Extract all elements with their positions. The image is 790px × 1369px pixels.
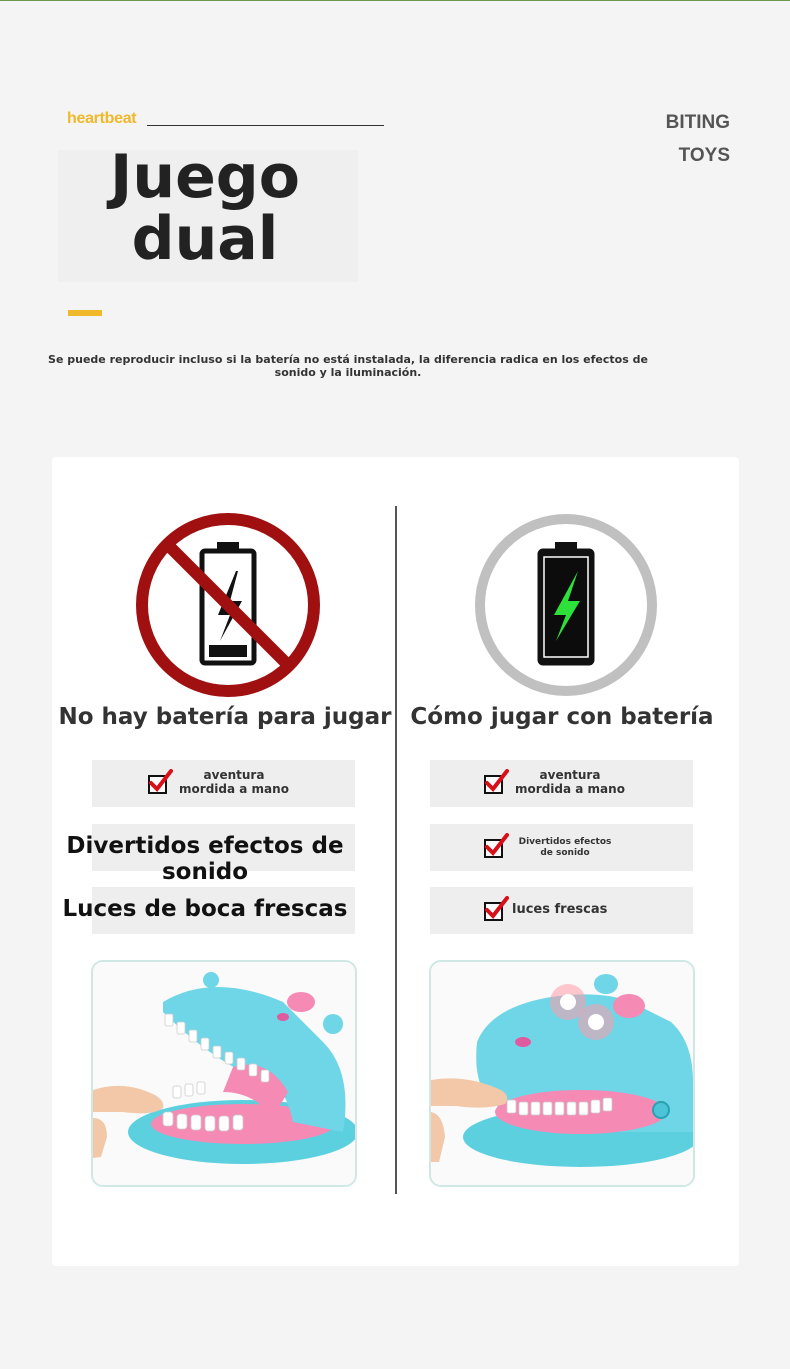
category-tag-line2: TOYS [678, 145, 730, 166]
title-line2: dual [131, 204, 279, 274]
feature-line1: Divertidos efectos [518, 837, 612, 847]
page-subtitle: Se puede reproducir incluso si la batería no está instalada, la diferencia radica en los efectos de sonido y la iluminación. [48, 353, 648, 379]
feature-line1: aventura [203, 768, 265, 782]
feature-line2: de sonido [540, 848, 590, 858]
left-feature-hand-bite [92, 760, 355, 807]
no-battery-icon [134, 511, 322, 699]
feature-line1: luces frescas [512, 902, 608, 917]
column-divider [395, 506, 397, 1194]
checkbox-icon [147, 769, 173, 795]
hippo-toy-glowing-eyes [429, 960, 695, 1187]
right-feature-hand-bite [430, 760, 693, 807]
battery-heading: Cómo jugar con batería [410, 704, 714, 730]
feature-line2: mordida a mano [179, 782, 289, 796]
right-feature-sound [430, 824, 693, 871]
top-border [0, 0, 790, 1]
checkbox-icon [483, 769, 509, 795]
left-feature-lights: Luces de boca frescas [62, 896, 348, 922]
title-line1: Juego [110, 142, 300, 212]
page-title [60, 142, 350, 274]
hippo-toy-no-lights [91, 960, 357, 1187]
hippo-toy-image [431, 962, 693, 1185]
accent-bar [68, 310, 102, 316]
feature-line2: mordida a mano [515, 782, 625, 796]
brand-underline [147, 125, 384, 126]
category-tag-line1: BITING [665, 112, 730, 133]
battery-charged-icon [472, 511, 660, 699]
no-battery-heading: No hay batería para jugar [58, 704, 392, 730]
checkbox-icon [483, 833, 509, 859]
hippo-toy-image [93, 962, 355, 1185]
brand-label: heartbeat [67, 110, 137, 127]
left-feature-sound: Divertidos efectos de sonido [66, 833, 344, 885]
category-tag [666, 106, 730, 172]
right-feature-lights [430, 887, 693, 934]
checkbox-icon [483, 896, 509, 922]
feature-line1: aventura [539, 768, 601, 782]
